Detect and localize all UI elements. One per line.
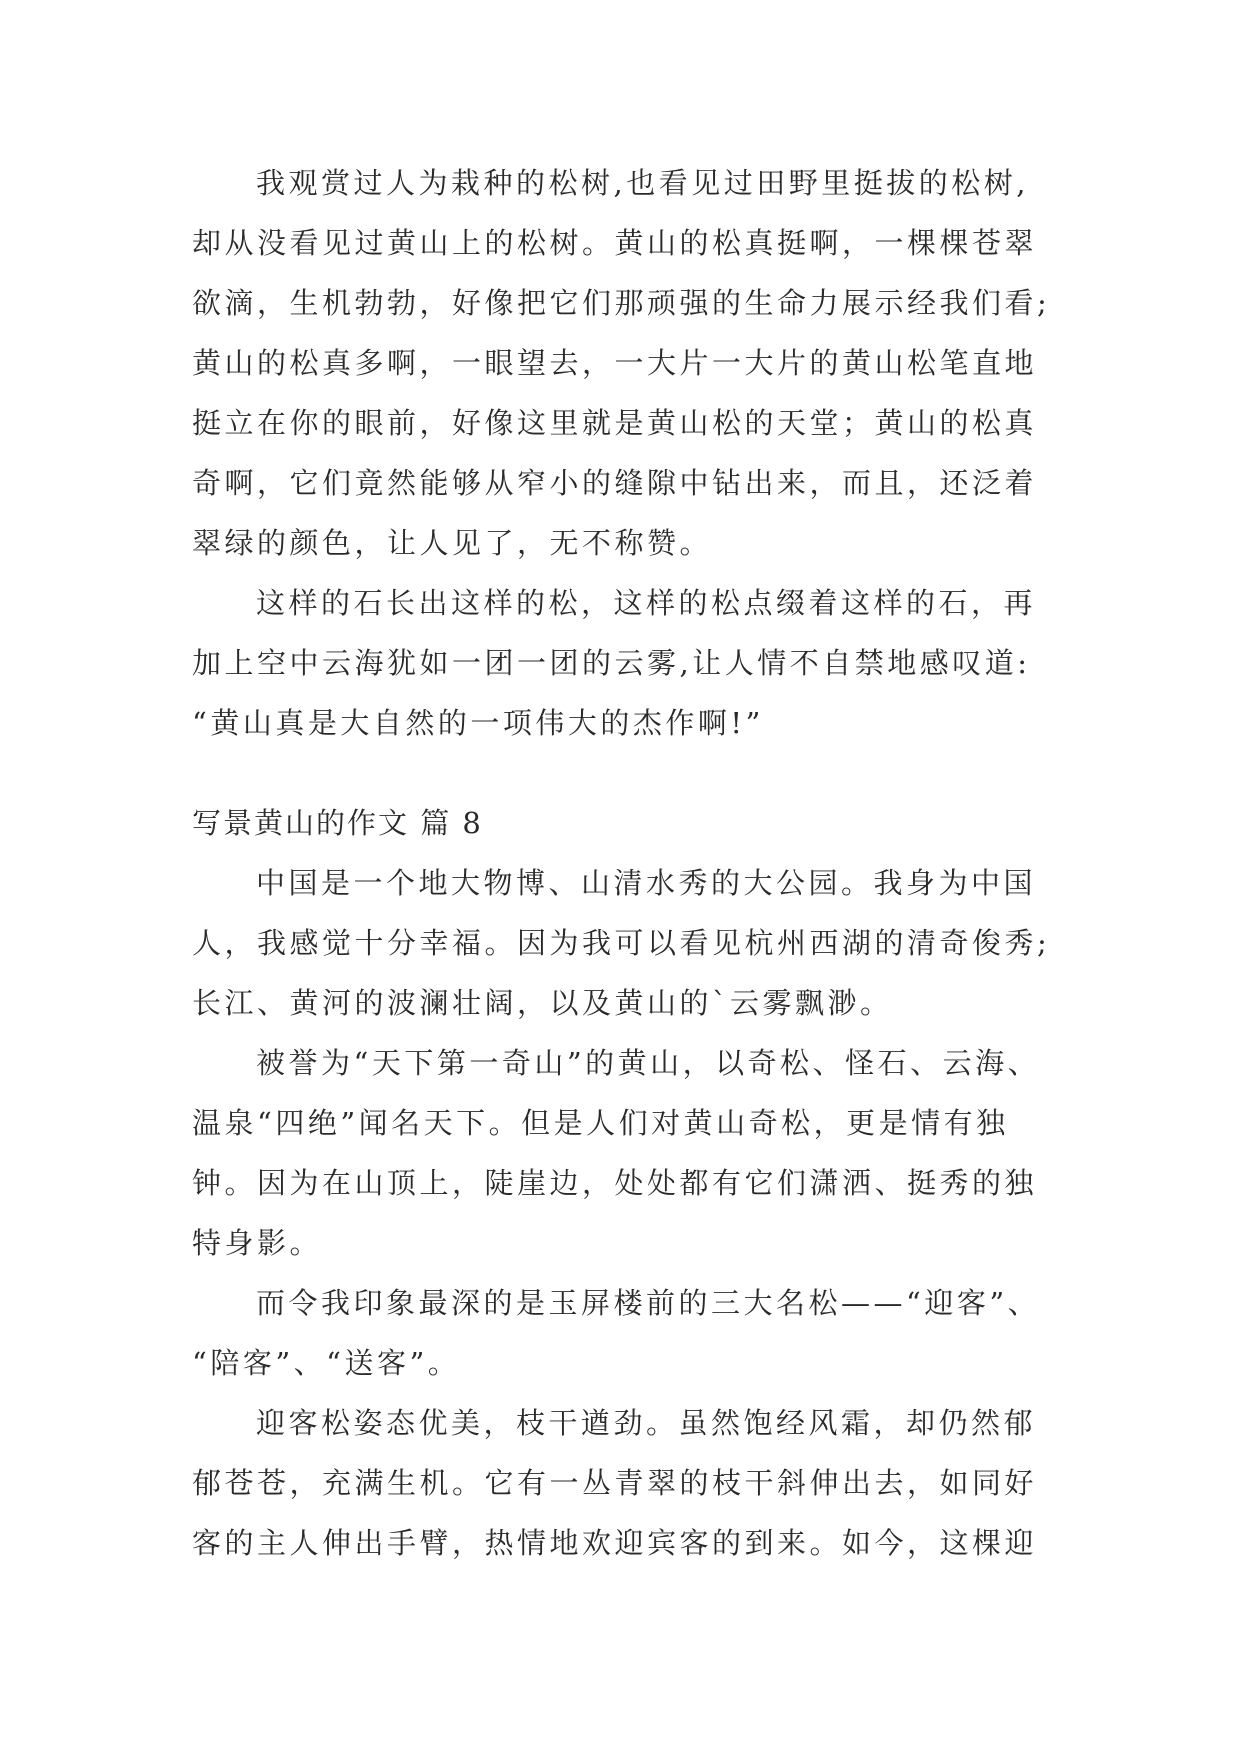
paragraph-line: 长江、黄河的波澜壮阔，以及黄山的`云雾飘渺。 [192,986,893,1020]
paragraph-line: 翠绿的颜色，让人见了，无不称赞。 [192,526,713,560]
paragraph-line: 人，我感觉十分幸福。因为我可以看见杭州西湖的清奇俊秀; [192,926,1051,960]
paragraph-line: 却从没看见过黄山上的松树。黄山的松真挺啊，一棵棵苍翠 [192,226,1038,260]
paragraph-line: 而令我印象最深的是玉屏楼前的三大名松——“迎客”、 [256,1286,1041,1320]
paragraph-line: 我观赏过人为栽种的松树,也看见过田野里挺拔的松树, [256,166,1029,200]
paragraph-line: 特身影。 [192,1226,323,1260]
paragraph-line: 中国是一个地大物博、山清水秀的大公园。我身为中国 [256,866,1037,900]
paragraph-line: 被誉为“天下第一奇山”的黄山，以奇松、怪石、云海、 [256,1046,1041,1080]
section-heading: 写景黄山的作文 篇 8 [192,806,483,840]
paragraph-line: “黄山真是大自然的一项伟大的杰作啊!” [192,706,764,740]
paragraph-line: 奇啊，它们竟然能够从窄小的缝隙中钻出来，而且，还泛着 [192,466,1038,500]
paragraph-line: 黄山的松真多啊，一眼望去，一大片一大片的黄山松笔直地 [192,346,1038,380]
paragraph-line: 加上空中云海犹如一团一团的云雾,让人情不自禁地感叹道: [192,646,1031,680]
paragraph-line: 这样的石长出这样的松，这样的松点缀着这样的石，再 [256,586,1037,620]
paragraph-line: “陪客”、“送客”。 [192,1346,461,1380]
paragraph-line: 迎客松姿态优美，枝干遒劲。虽然饱经风霜，却仍然郁 [256,1406,1037,1440]
paragraph-line: 客的主人伸出手臂，热情地欢迎宾客的到来。如今，这棵迎 [192,1526,1038,1560]
paragraph-line: 欲滴，生机勃勃，好像把它们那顽强的生命力展示经我们看; [192,286,1051,320]
paragraph-line: 温泉“四绝”闻名天下。但是人们对黄山奇松，更是情有独 [192,1106,1009,1140]
paragraph-line: 郁苍苍，充满生机。它有一丛青翠的枝干斜伸出去，如同好 [192,1466,1038,1500]
paragraph-line: 挺立在你的眼前，好像这里就是黄山松的天堂；黄山的松真 [192,406,1038,440]
paragraph-line: 钟。因为在山顶上，陡崖边，处处都有它们潇洒、挺秀的独 [192,1166,1038,1200]
